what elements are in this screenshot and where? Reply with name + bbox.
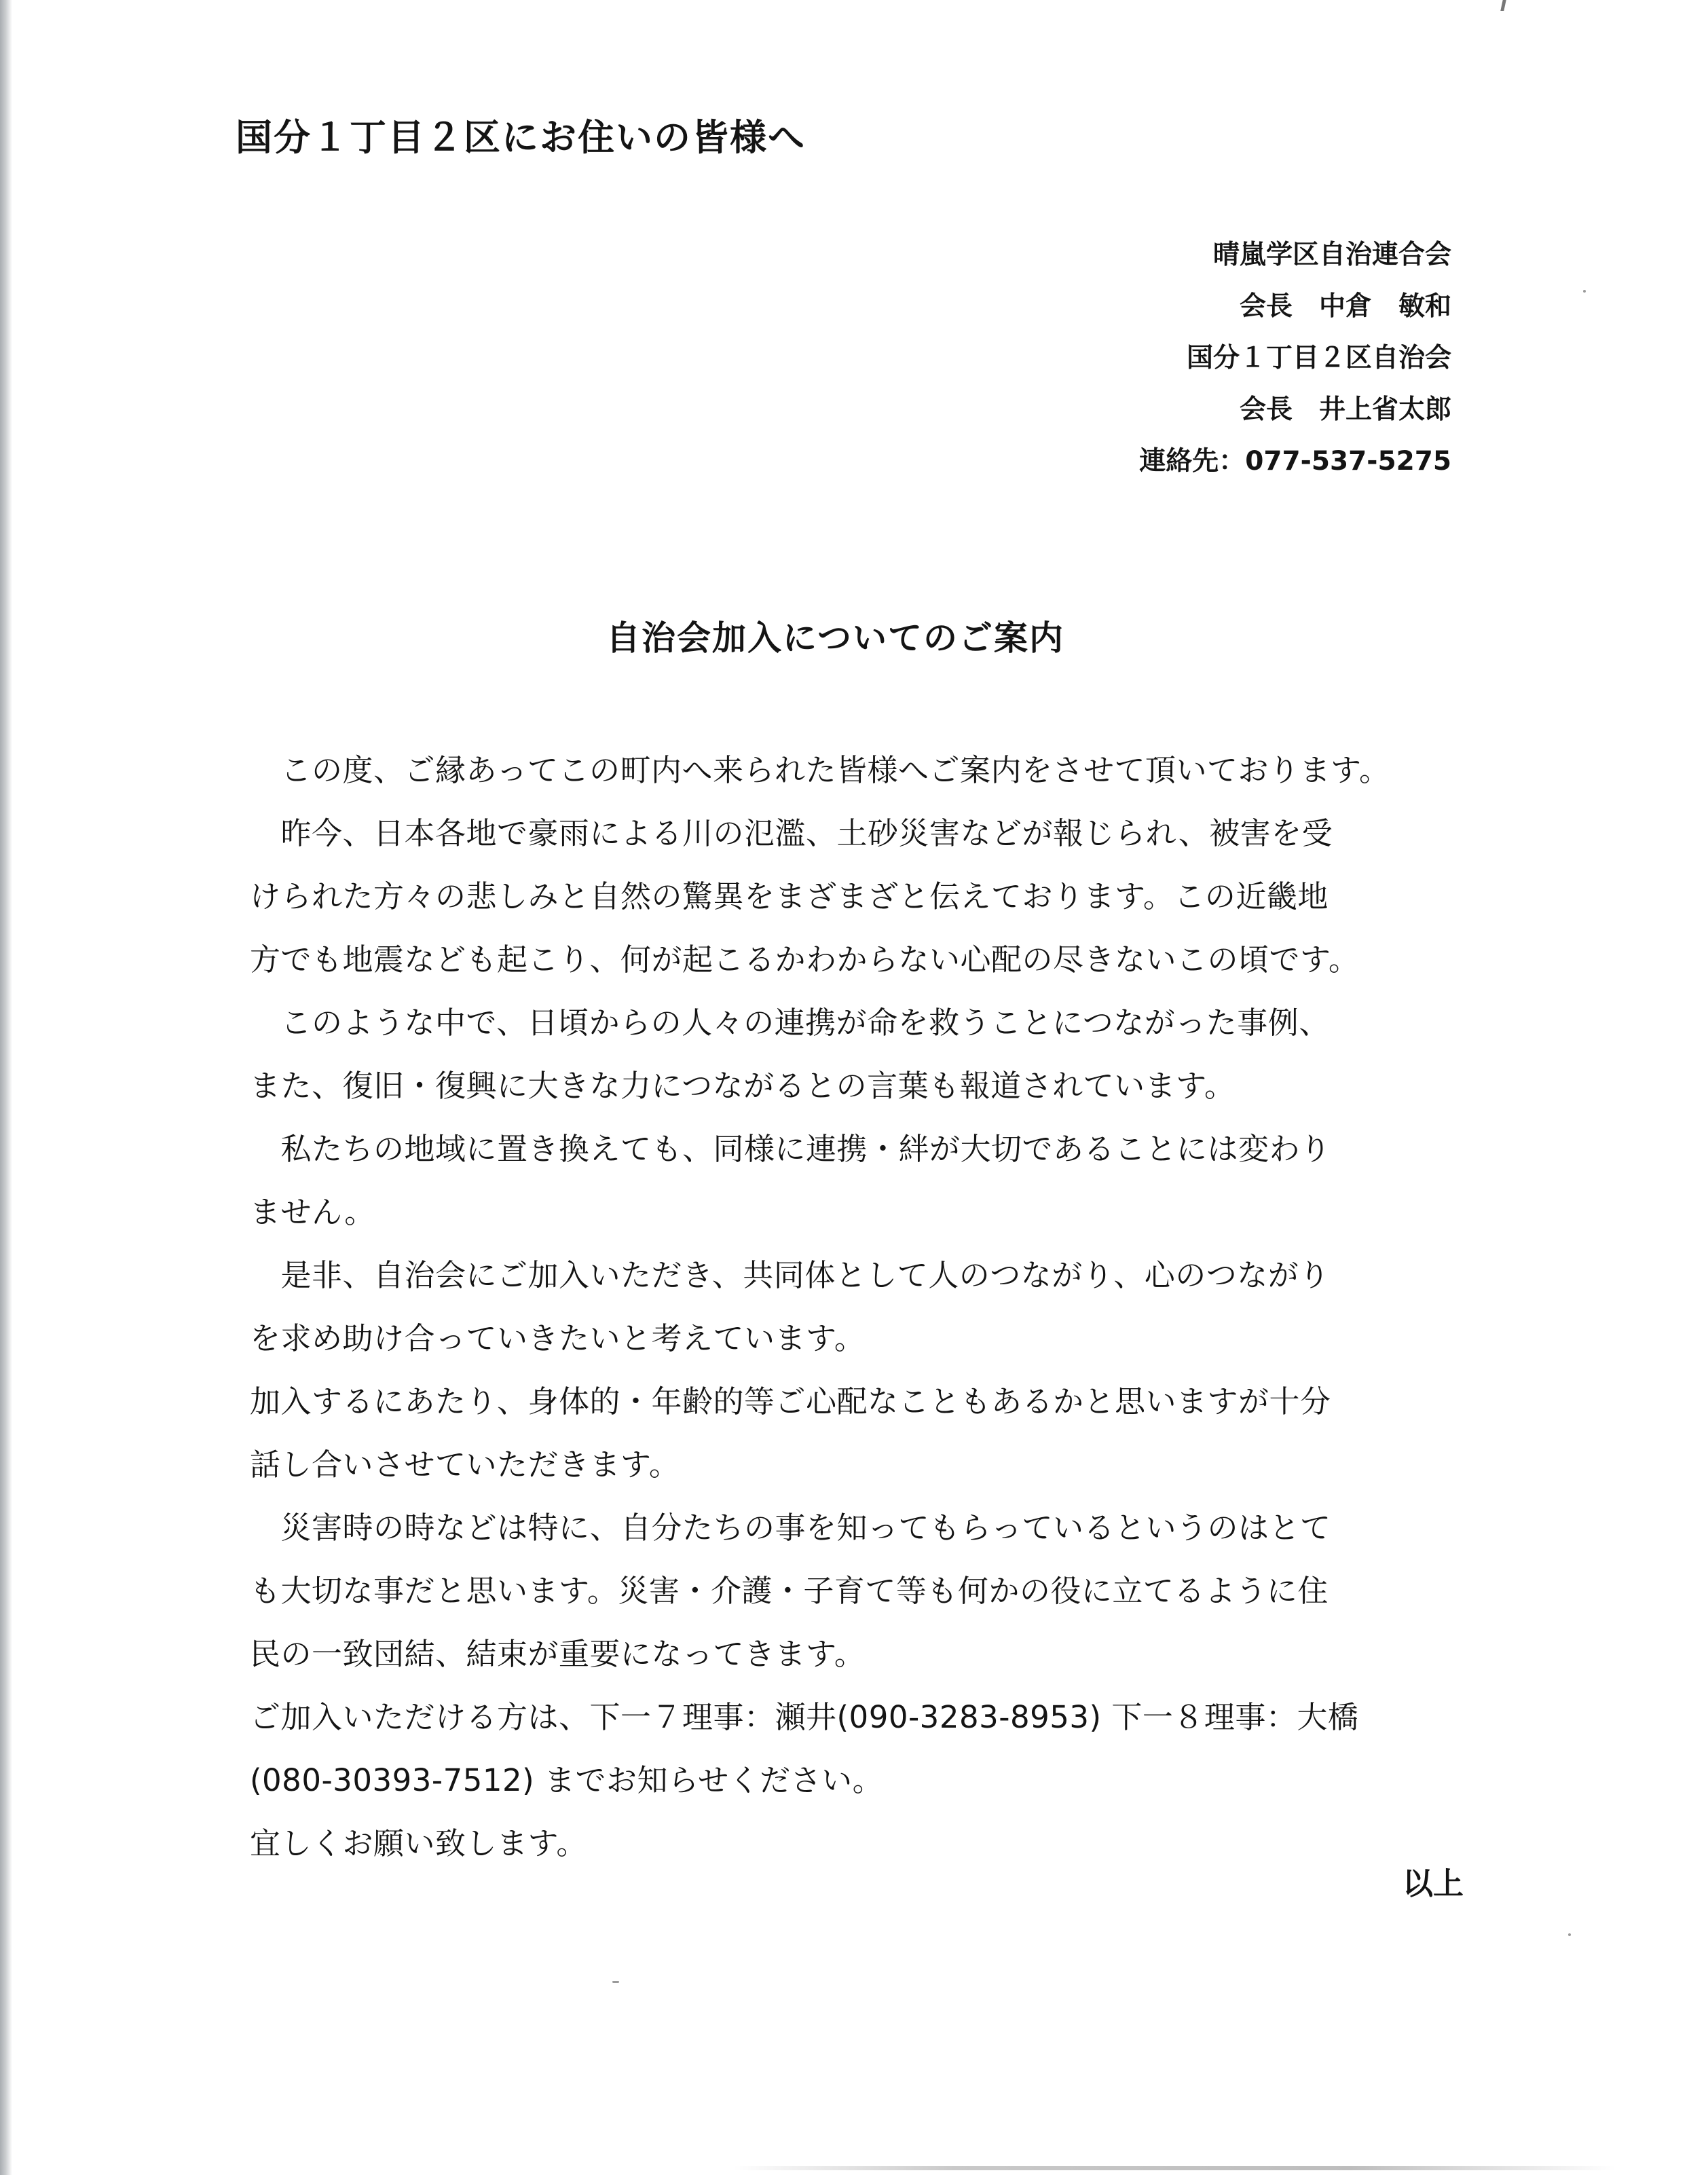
body-line: 昨今、日本各地で豪雨による川の氾濫、土砂災害などが報じられ、被害を受 (250, 815, 1333, 851)
scan-edge-bottom (733, 2166, 1616, 2170)
body-line: 加入するにあたり、身体的・年齢的等ご心配なこともあるかと思いますが十分 (250, 1383, 1331, 1419)
document-title (0, 611, 1708, 660)
scan-edge-left (0, 0, 12, 2175)
body-line: ご加入いただける方は、下一７理事：瀬井(090-3283-8953) 下一８理事：大橋 (250, 1699, 1359, 1735)
scan-mark (1500, 0, 1506, 11)
body-line: も大切な事だと思います。災害・介護・子育て等も何かの役に立てるように住 (250, 1573, 1329, 1609)
body-line: 宜しくお願い致します。 (250, 1825, 587, 1861)
body-line: 災害時の時などは特に、自分たちの事を知ってもらっているというのはとて (250, 1510, 1331, 1546)
body-line: 話し合いさせていただきます。 (250, 1447, 680, 1483)
body-line: このような中で、日頃からの人々の連携が命を救うことにつながった事例、 (250, 1005, 1330, 1041)
body-line: また、復旧・復興に大きな力につながるとの言葉も報道されています。 (250, 1068, 1236, 1104)
sender-line: 国分１丁目２区自治会 (1186, 343, 1451, 373)
sender-line: 会長 中倉 敏和 (1239, 291, 1451, 322)
body-line: を求め助け合っていきたいと考えています。 (250, 1320, 866, 1356)
scan-speck (1568, 1933, 1571, 1936)
sender-line: 連絡先：077-537-5275 (1139, 446, 1451, 477)
recipient-heading: 国分１丁目２区にお住いの皆様へ (236, 116, 806, 159)
body-line: 是非、自治会にご加入いただき、共同体として人のつながり、心のつながり (250, 1257, 1330, 1293)
sender-block (1139, 229, 1451, 487)
body-line: ません。 (250, 1194, 375, 1230)
scan-speck (612, 1981, 619, 1983)
body-text (250, 739, 1475, 1875)
body-line: 民の一致団結、結束が重要になってきます。 (250, 1636, 866, 1672)
sender-line: 晴嵐学区自治連合会 (1212, 240, 1451, 270)
closing-mark: 以上 (1402, 1865, 1464, 1901)
sender-line: 会長 井上省太郎 (1239, 394, 1451, 425)
body-line: 私たちの地域に置き換えても、同様に連携・絆が大切であることには変わり (250, 1131, 1331, 1167)
body-line: (080-30393-7512) までお知らせください。 (250, 1762, 884, 1798)
document-title-text: 自治会加入についてのご案内 (606, 618, 1064, 658)
body-line: けられた方々の悲しみと自然の驚異をまざまざと伝えております。この近畿地 (250, 878, 1329, 914)
body-line: この度、ご縁あってこの町内へ来られた皆様へご案内をさせて頂いております。 (250, 752, 1390, 788)
body-line: 方でも地震なども起こり、何が起こるかわからない心配の尽きないこの頃です。 (250, 942, 1360, 978)
scan-speck (1583, 290, 1586, 293)
